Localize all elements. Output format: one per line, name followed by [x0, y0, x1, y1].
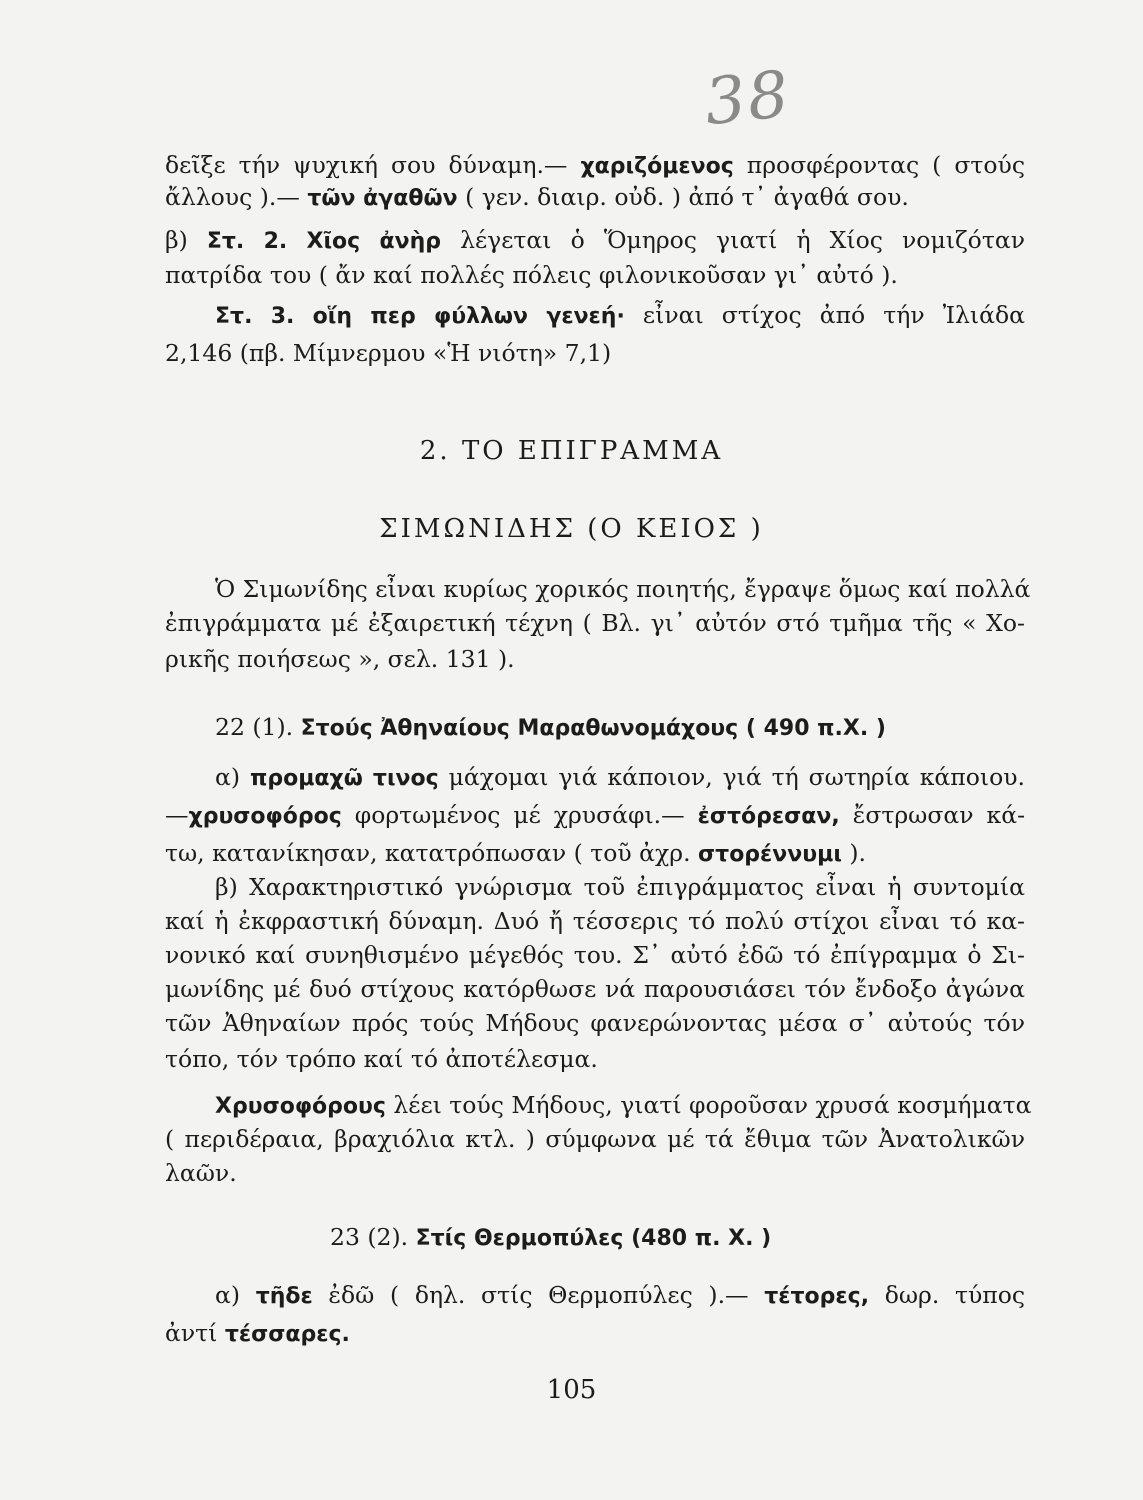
text-line [165, 1318, 1025, 1350]
bold-term: στορέννυμι [698, 842, 842, 867]
bold-term: τῆδε [255, 1284, 313, 1309]
section-heading: 2. ΤΟ ΕΠΙΓΡΑΜΜΑ [419, 436, 724, 466]
text-run: νονικό καί συνηθισμένο μέγεθός του. Σ᾽ αὐτό ἐδῶ τό ἐπίγραμμα ὁ Σι- [165, 941, 1025, 969]
text-run: λαῶν. [165, 1159, 237, 1187]
bold-term: Στ. 2. Χῖος ἀνὴρ [206, 229, 442, 254]
text-run: ( γεν. διαιρ. οὐδ. ) ἀπό τ᾽ ἀγαθά σου. [457, 183, 909, 211]
page-number: 105 [546, 1375, 597, 1405]
text-run: προσφέροντας ( στούς [733, 151, 1025, 179]
text-run: β) [165, 226, 207, 254]
text-line [165, 1008, 1025, 1038]
text-run: μάχομαι γιά κάποιον, γιά τή σωτηρία κάποιου. [438, 763, 1025, 791]
bold-term: χαριζόμενος [580, 154, 734, 179]
text-line [165, 150, 1025, 182]
text-run: ( περιδέραια, βραχιόλια κτλ. ) σύμφωνα μέ τά ἔθιμα τῶν Ἀνατολικῶν [165, 1125, 1025, 1153]
text-line [215, 1090, 1032, 1122]
bold-term: Χρυσοφόρους [215, 1094, 386, 1119]
poem-23-title: Στίς Θερμοπύλες (480 π. Χ. ) [415, 1226, 772, 1251]
text-line [165, 225, 1025, 257]
text-run: α) [215, 763, 250, 791]
bold-term: ἐστόρεσαν, [697, 804, 840, 829]
poem-23-number: 23 (2). [330, 1223, 416, 1251]
text-line [215, 762, 1025, 794]
text-run: λέει τούς Μήδους, γιατί φοροῦσαν χρυσά κοσμήματα [385, 1091, 1032, 1119]
text-run: εἶναι στίχος ἀπό τήν Ἰλιάδα [624, 301, 1025, 329]
text-line [165, 182, 1025, 214]
text-run: ἔστρωσαν κά- [839, 801, 1026, 829]
text-line [215, 300, 1025, 332]
bold-term: τέτορες, [764, 1284, 870, 1309]
text-line [215, 872, 1025, 902]
text-run: τόπο, τόν τρόπο καί τό ἀποτέλεσμα. [165, 1045, 598, 1073]
text-run: — [165, 801, 189, 829]
text-line [165, 1044, 1025, 1074]
text-run: καί ἡ ἐκφραστική δύναμη. Δυό ἤ τέσσερις τό πολύ στίχοι εἶναι τό κα- [165, 907, 1025, 935]
text-line [165, 800, 1025, 832]
text-line [165, 1158, 1025, 1188]
text-run: δεῖξε τήν ψυχική σου δύναμη.— [165, 151, 581, 179]
text-run: 2,146 (πβ. Μίμνερμου «Ἡ νιότη» 7,1) [165, 339, 612, 367]
poem-22-title: Στούς Ἀθηναίους Μαραθωνομάχους ( 490 π.Χ. ) [300, 716, 886, 741]
text-line [165, 974, 1025, 1004]
text-run: α) [215, 1281, 256, 1309]
text-line [165, 940, 1025, 970]
text-line: Ὁ Σιμωνίδης εἶναι κυρίως χορικός ποιητής, ἔγραψε ὅμως καί πολλά [215, 575, 1031, 603]
text-line: ἐπιγράμματα μέ ἐξαιρετική τέχνη ( Βλ. γι᾽ αὐτόν στό τμῆμα τῆς « Χο- [165, 609, 1025, 637]
text-run: τῶν Ἀθηναίων πρός τούς Μήδους φανερώνοντας μέσα σ᾽ αὐτούς τόν [165, 1009, 1025, 1037]
author-heading: ΣΙΜΩΝΙΔΗΣ (Ο ΚΕΙΟΣ ) [379, 514, 764, 544]
text-run: λέγεται ὁ Ὅμηρος γιατί ἡ Χίος νομιζόταν [441, 226, 1025, 254]
bold-term: προμαχῶ τινος [249, 766, 439, 791]
text-run: β) Χαρακτηριστικό γνώρισμα τοῦ ἐπιγράμματος εἶναι ἡ συντομία [215, 873, 1025, 901]
bold-term: τέσσαρες. [224, 1322, 350, 1347]
poem-23-heading [330, 1222, 1143, 1254]
text-line [165, 906, 1025, 936]
text-line [165, 338, 1025, 368]
text-line [165, 260, 1025, 290]
text-run: δωρ. τύπος [869, 1281, 1026, 1309]
text-run: ἄλλους ).— [165, 183, 308, 211]
text-line [165, 838, 1025, 870]
text-line: ρικῆς ποιήσεως », σελ. 131 ). [165, 645, 515, 673]
text-run: τω, κατανίκησαν, κατατρόπωσαν ( τοῦ ἀχρ. [165, 839, 699, 867]
handwritten-page-number: 38 [701, 57, 795, 141]
bold-term: τῶν ἀγαθῶν [307, 186, 458, 211]
text-run: πατρίδα του ( ἄν καί πολλές πόλεις φιλονικοῦσαν γι᾽ αὐτό ). [165, 261, 898, 289]
text-run: μωνίδης μέ δυό στίχους κατόρθωσε νά παρουσιάσει τόν ἔνδοξο ἀγώνα [165, 975, 1025, 1003]
text-run: ἀντί [165, 1319, 225, 1347]
poem-22-number: 22 (1). [215, 713, 301, 741]
text-line [165, 1124, 1025, 1154]
bold-term: χρυσοφόρος [188, 804, 342, 829]
text-run: φορτωμένος μέ χρυσάφι.— [341, 801, 698, 829]
text-run: ἐδῶ ( δηλ. στίς Θερμοπύλες ).— [312, 1281, 765, 1309]
bold-term: Στ. 3. οἵη περ φύλλων γενεή· [215, 304, 625, 329]
poem-22-heading [215, 712, 1075, 744]
text-line [215, 1280, 1025, 1312]
text-run: ). [841, 839, 866, 867]
